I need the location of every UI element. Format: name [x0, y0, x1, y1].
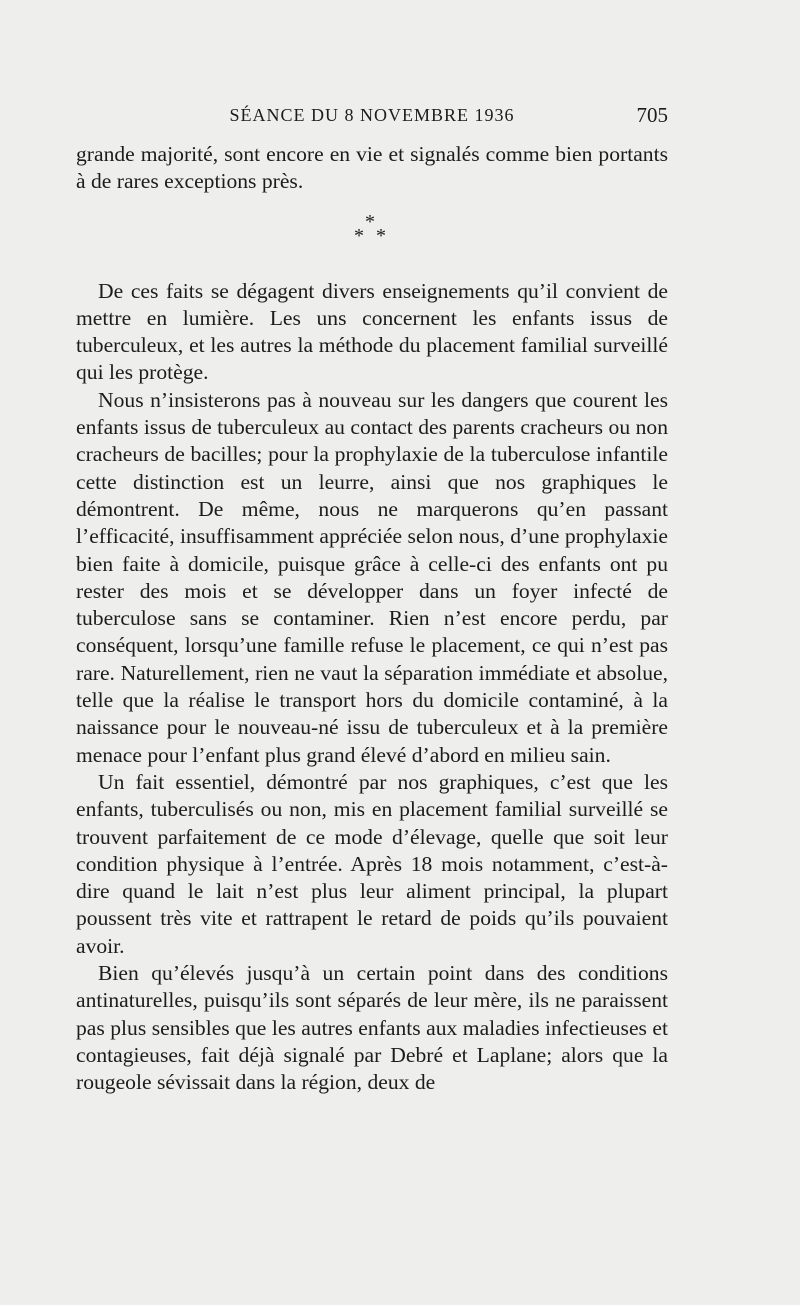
paragraph: Bien qu’élevés jusqu’à un certain point dans des conditions antinaturelles, puisqu’ils sont séparés de leur mère, ils ne paraissent pas plus sensibles que les autres enfants aux maladies infectieuses et contagieuses, fait déjà signalé par Debré et Laplane; alors que la rougeole sévissait dans la région, deux de	[76, 961, 668, 1095]
paragraph: De ces faits se dégagent divers enseignements qu’il convient de mettre en lumière. Les uns concernent les enfants issus de tuberculeux, et les autres la méthode du placement familial surveillé qui les protège.	[76, 278, 668, 385]
paragraph-continuation: grande majorité, sont encore en vie et signalés comme bien portants à de rares exceptions près.	[76, 142, 668, 194]
asterism-star-icon: *	[365, 210, 375, 233]
running-title: SÉANCE DU 8 NOVEMBRE 1936	[229, 105, 515, 125]
asterism-section-break	[76, 196, 668, 278]
paragraph: Un fait essentiel, démontré par nos graphiques, c’est que les enfants, tuberculisés ou non, mis en placement familial surveillé se trouvent parfaitement de ce mode d’élevage, quelle que soit leur condition physique à l’entrée. Après 18 mois notamment, c’est-à-dire quand le lait n’est plus leur aliment principal, la plupart poussent très vite et rattrapent le retard de poids qu’ils pouvaient avoir.	[76, 769, 668, 958]
asterism-star-icon: *	[376, 224, 386, 247]
paragraph: Nous n’insisterons pas à nouveau sur les dangers que courent les enfants issus de tuberculeux au contact des parents cracheurs ou non cracheurs de bacilles; pour la prophylaxie de la tuberculose infantile cette distinction est un leurre, ainsi que nos graphiques le démontrent. De même, nous ne marquerons qu’en passant l’efficacité, insuffisamment appréciée selon nous, d’une prophylaxie bien faite à domicile, puisque grâce à celle-ci des enfants ont pu rester des mois et se développer dans un foyer infecté de tuberculose sans se contaminer. Rien n’est encore perdu, par conséquent, lorsqu’une famille refuse le placement, ce qui n’est pas rare. Naturellement, rien ne vaut la séparation immédiate et absolue, telle que la réalise le transport hors du domicile contaminé, à la naissance pour le nouveau-né issu de tuberculeux et à la première menace pour l’enfant plus grand élevé d’abord en milieu sain.	[76, 387, 668, 767]
body-text	[76, 141, 668, 1097]
page-number: 705	[636, 103, 668, 127]
asterism-star-icon: *	[354, 224, 364, 247]
running-head	[76, 100, 668, 130]
